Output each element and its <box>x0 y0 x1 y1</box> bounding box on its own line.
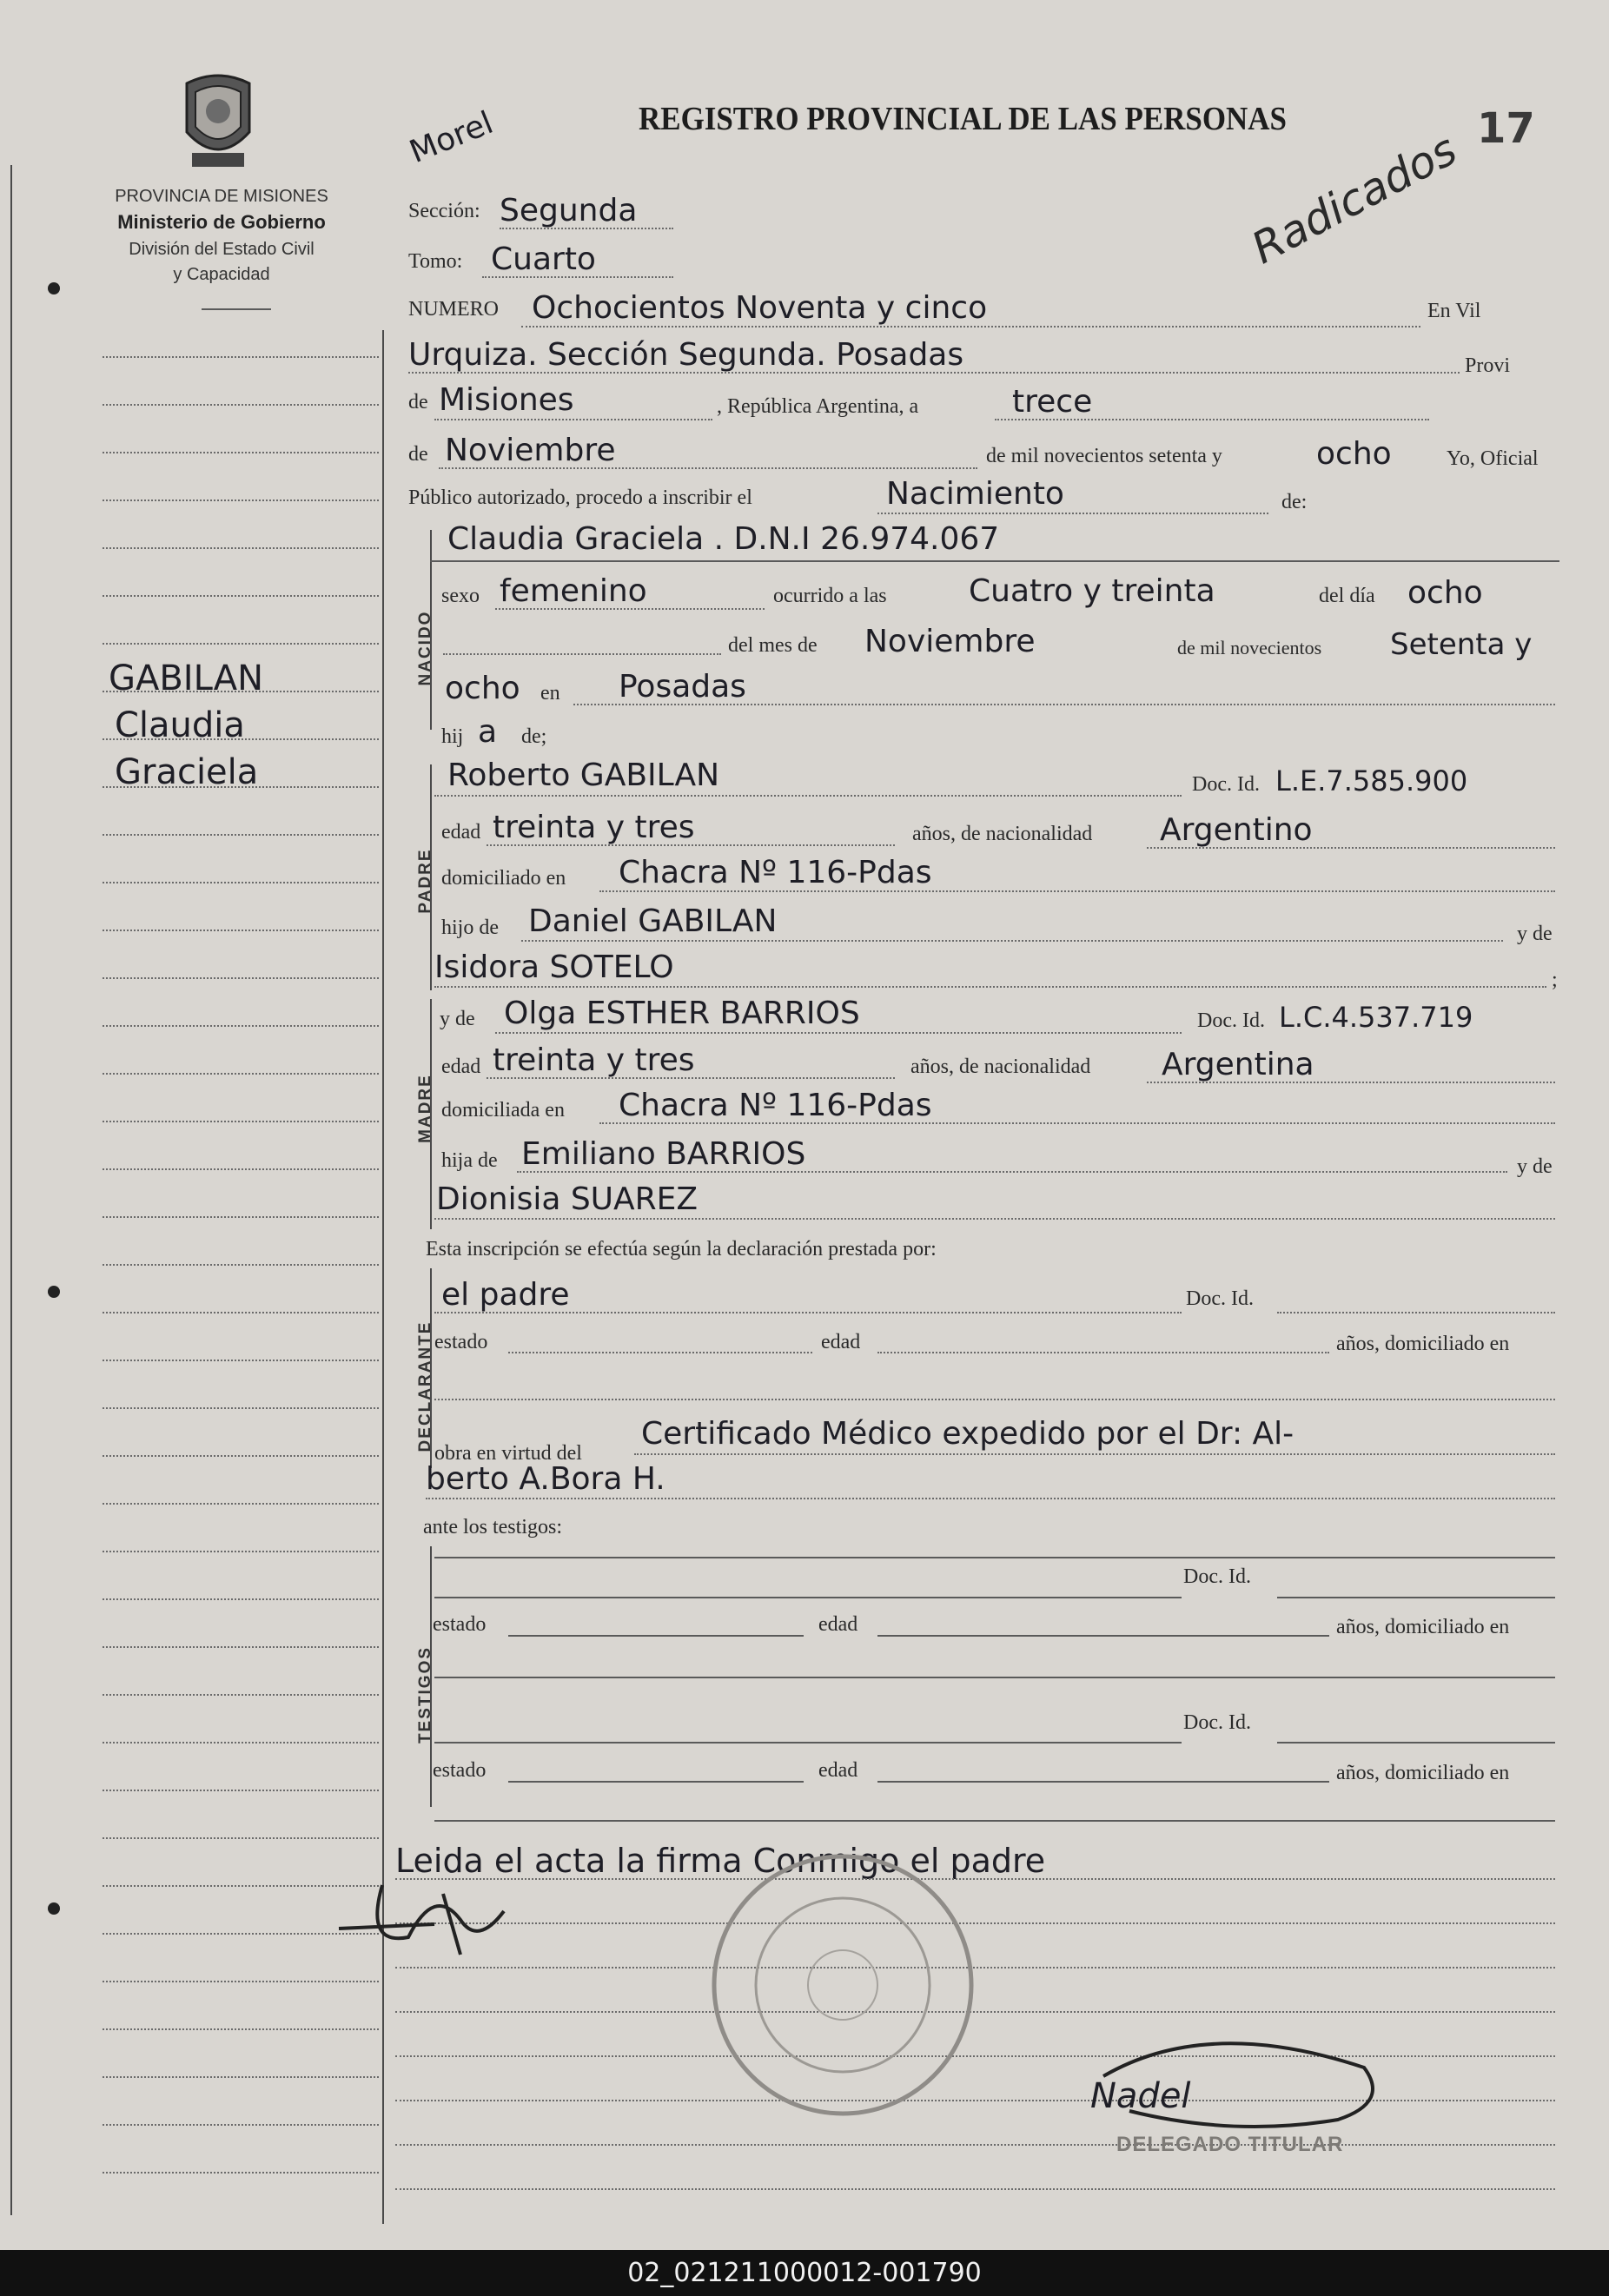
testigos-line-1 <box>434 1557 1555 1558</box>
madre-domicilio: Chacra Nº 116-Pdas <box>619 1088 932 1123</box>
mes-pre-line <box>443 653 721 655</box>
margin-dotted-line <box>103 1168 379 1170</box>
lugar-value: Posadas <box>619 669 746 705</box>
year-end: ocho <box>1316 436 1392 472</box>
testigo-2-doc-line <box>1277 1742 1555 1744</box>
margin-dotted-line <box>103 1551 379 1552</box>
testigo-1-estado-label: estado <box>433 1613 487 1636</box>
hora-value: Cuatro y treinta <box>969 573 1215 609</box>
margin-dotted-line <box>103 834 379 836</box>
madre-mother-line <box>434 1218 1555 1220</box>
left-margin-line <box>10 165 12 2215</box>
padre-nacionalidad: Argentino <box>1160 812 1313 848</box>
crest-emblem <box>178 71 258 175</box>
padre-semicolon: ; <box>1552 969 1558 991</box>
binding-hole-1 <box>48 282 60 294</box>
hij-label: hij <box>441 725 464 748</box>
margin-dotted-line <box>103 356 379 358</box>
padre-name: Roberto GABILAN <box>447 758 720 793</box>
margin-dotted-line <box>103 452 379 453</box>
margin-dotted-line <box>103 930 379 931</box>
de-label-2: de <box>408 443 428 466</box>
declarante-edad-label: edad <box>821 1331 861 1353</box>
province-line <box>434 419 712 420</box>
madre-y-de-2: y de <box>1517 1155 1553 1178</box>
seccion-label: Sección: <box>408 200 480 222</box>
place-line: Urquiza. Sección Segunda. Posadas <box>408 337 964 373</box>
margin-dotted-line <box>103 1407 379 1409</box>
day-value: trece <box>1012 384 1093 420</box>
padre-doc: L.E.7.585.900 <box>1275 764 1468 797</box>
margin-dotted-line <box>103 1360 379 1361</box>
capacity-name: y Capacidad <box>173 265 270 284</box>
padre-dom-label: domiciliado en <box>441 867 566 890</box>
declarante-doc-label: Doc. Id. <box>1186 1287 1254 1310</box>
dia-value: ocho <box>1407 575 1483 611</box>
margin-dotted-line <box>103 1694 379 1696</box>
numero-line <box>521 326 1420 328</box>
ocurrido-label: ocurrido a las <box>773 585 887 607</box>
nacido-name: Claudia Graciela . D.N.I 26.974.067 <box>447 521 1000 557</box>
declarante-who-line <box>434 1312 1182 1313</box>
declarante-intro: Esta inscripción se efectúa según la declaración prestada por: <box>426 1238 937 1260</box>
numero-label: NUMERO <box>408 298 500 321</box>
margin-dotted-line <box>103 404 379 406</box>
declarante-cert-2: berto A.Bora H. <box>426 1461 665 1497</box>
margin-dotted-line <box>103 1598 379 1600</box>
margin-dotted-line <box>103 1264 379 1266</box>
ministry-name: Ministerio de Gobierno <box>117 211 326 233</box>
image-id-footer: 02_021211000012-001790 <box>0 2250 1609 2296</box>
de-label: de <box>408 391 428 414</box>
madre-name-line <box>495 1032 1182 1034</box>
en-label-2: en <box>540 682 560 705</box>
place-dots <box>408 372 1460 374</box>
madre-father-line <box>517 1171 1507 1173</box>
month-value: Noviembre <box>445 433 616 468</box>
act-line <box>877 513 1268 514</box>
padre-nac-label: años, de nacionalidad <box>912 823 1093 845</box>
year-1: Setenta y <box>1390 627 1533 662</box>
sexo-value: femenino <box>500 573 647 609</box>
madre-edad-line <box>487 1077 895 1079</box>
margin-dotted-line <box>103 595 379 597</box>
testigo-1-doc-line <box>1277 1597 1555 1598</box>
division-name: División del Estado Civil <box>129 240 315 259</box>
testigo-1-edad-label: edad <box>818 1613 858 1636</box>
declarante-cert-line-2 <box>426 1498 1555 1499</box>
padre-doc-label: Doc. Id. <box>1192 773 1260 796</box>
sexo-line <box>495 608 765 610</box>
declarante-dom-label: años, domiciliado en <box>1336 1333 1510 1355</box>
padre-domicilio: Chacra Nº 116-Pdas <box>619 855 932 890</box>
binding-hole-2 <box>48 1286 60 1298</box>
binding-hole-3 <box>48 1902 60 1915</box>
margin-dotted-line <box>103 1742 379 1744</box>
mes-value: Noviembre <box>864 624 1036 659</box>
margin-dotted-line <box>103 1216 379 1218</box>
margin-dotted-line <box>103 643 379 645</box>
nacido-label: NACIDO <box>416 610 434 686</box>
margin-dotted-line <box>103 1837 379 1839</box>
madre-name: Olga ESTHER BARRIOS <box>504 996 860 1031</box>
declarante-cert-line-1 <box>634 1453 1555 1455</box>
margin-dotted-line <box>103 1503 379 1505</box>
margin-surname: GABILAN <box>109 658 264 698</box>
numero-value: Ochocientos Noventa y cinco <box>532 290 988 326</box>
mil-label: de mil novecientos <box>1177 637 1322 658</box>
year-text: de mil novecientos setenta y <box>986 445 1222 467</box>
stamp-text: DELEGADO TITULAR <box>1116 2133 1344 2156</box>
testigo-2-doc-label: Doc. Id. <box>1183 1711 1251 1734</box>
testigo-1-dom-label: años, domiciliado en <box>1336 1616 1510 1638</box>
margin-dotted-line <box>103 1646 379 1648</box>
officer-signature: Nadel <box>1090 2076 1191 2116</box>
margin-first-name: Claudia <box>115 705 245 745</box>
madre-mother: Dionisia SUAREZ <box>436 1181 699 1217</box>
act-type: Nacimiento <box>886 476 1064 512</box>
margin-dotted-line <box>103 977 379 979</box>
declarante-estado-line <box>508 1352 812 1353</box>
padre-name-line <box>434 795 1182 797</box>
hij-de-label: de; <box>521 725 547 748</box>
madre-hija-label: hija de <box>441 1149 498 1172</box>
seccion-value: Segunda <box>500 193 638 228</box>
padre-edad-line <box>487 844 895 846</box>
day-line <box>995 419 1429 420</box>
del-dia-label: del día <box>1319 585 1375 607</box>
header-rule <box>202 308 271 310</box>
madre-y-de: y de <box>440 1008 475 1030</box>
provi-label: Provi <box>1465 354 1511 377</box>
testigo-2-estado-label: estado <box>433 1759 487 1782</box>
top-signature: Radicados <box>1243 123 1466 275</box>
margin-dotted-line <box>103 1312 379 1313</box>
margin-second-name: Graciela <box>115 752 259 792</box>
declarante-estado-label: estado <box>434 1331 488 1353</box>
margin-note: Morel <box>404 104 499 171</box>
testigo-1-edad-line <box>877 1635 1329 1637</box>
margin-dotted-line <box>103 882 379 883</box>
padre-edad-label: edad <box>441 821 481 844</box>
registry-title: REGISTRO PROVINCIAL DE LAS PERSONAS <box>639 101 1287 137</box>
del-mes-label: del mes de <box>728 634 818 657</box>
tomo-line <box>482 276 673 278</box>
en-label: En Vil <box>1427 300 1481 322</box>
testigo-1-estado-line <box>508 1635 804 1637</box>
margin-dotted-line <box>103 1455 379 1457</box>
sexo-label: sexo <box>441 585 480 607</box>
tomo-value: Cuarto <box>491 242 596 277</box>
madre-doc: L.C.4.537.719 <box>1279 1001 1473 1034</box>
madre-dom-label: domiciliada en <box>441 1099 565 1122</box>
testigos-label: TESTIGOS <box>416 1645 434 1744</box>
lugar-line <box>573 704 1555 705</box>
closing-dotted-line <box>395 2188 1555 2190</box>
testigos-line-4 <box>434 1742 1182 1744</box>
declarante-label: DECLARANTE <box>416 1320 434 1452</box>
testigos-line-5 <box>434 1820 1555 1822</box>
margin-dotted-line <box>103 1121 379 1122</box>
madre-edad: treinta y tres <box>493 1042 695 1078</box>
declarante-edad-line <box>877 1352 1329 1353</box>
declarante-doc-line <box>1277 1312 1555 1313</box>
madre-doc-label: Doc. Id. <box>1197 1009 1265 1032</box>
padre-nac-line <box>1147 847 1555 849</box>
madre-nac-label: años, de nacionalidad <box>910 1055 1091 1078</box>
padre-edad: treinta y tres <box>493 810 695 845</box>
madre-nacionalidad: Argentina <box>1162 1047 1314 1082</box>
padre-y-de: y de <box>1517 923 1553 945</box>
declarant-signature <box>330 1868 556 1963</box>
province-name: PROVINCIA DE MISIONES <box>115 187 328 206</box>
padre-mother-line <box>434 986 1546 988</box>
padre-mother: Isidora SOTELO <box>434 949 674 985</box>
testigos-line-2 <box>434 1597 1182 1598</box>
madre-father: Emiliano BARRIOS <box>521 1136 806 1172</box>
margin-dotted-line <box>103 500 379 501</box>
official-stamp <box>708 1850 977 2120</box>
public-text: Público autorizado, procedo a inscribir el <box>408 486 752 509</box>
page-number: 17 <box>1477 104 1535 153</box>
declarante-who: el padre <box>441 1277 570 1313</box>
tomo-label: Tomo: <box>408 250 463 273</box>
testigo-2-dom-label: años, domiciliado en <box>1336 1762 1510 1784</box>
closing-text: Leida el acta la firma Conmigo el padre <box>395 1842 1046 1880</box>
margin-dotted-line <box>103 1981 379 1982</box>
testigos-line-3 <box>434 1677 1555 1678</box>
margin-dotted-line <box>103 2124 379 2126</box>
margin-dotted-line <box>103 1790 379 1791</box>
republic-text: , República Argentina, a <box>717 395 919 418</box>
padre-father-line <box>521 940 1503 942</box>
testigo-2-edad-label: edad <box>818 1759 858 1782</box>
padre-hijo-label: hijo de <box>441 916 499 939</box>
testigo-2-estado-line <box>508 1781 804 1783</box>
declarante-dom-line <box>434 1399 1555 1400</box>
declarante-obra-label: obra en virtud del <box>434 1442 582 1465</box>
declarante-cert-1: Certificado Médico expedido por el Dr: Al- <box>641 1416 1294 1452</box>
margin-dotted-line <box>103 1025 379 1027</box>
margin-dotted-line <box>103 2076 379 2078</box>
year-2: ocho <box>445 671 520 706</box>
testigos-intro: ante los testigos: <box>423 1516 562 1538</box>
hij-suffix: a <box>478 714 498 750</box>
madre-edad-label: edad <box>441 1055 481 1078</box>
margin-dotted-line <box>103 2028 379 2030</box>
testigo-2-edad-line <box>877 1781 1329 1783</box>
seccion-line <box>500 228 673 229</box>
margin-dotted-line <box>103 1073 379 1075</box>
madre-dom-line <box>599 1122 1555 1124</box>
nacido-top-line <box>430 560 1559 562</box>
de-colon: de: <box>1281 491 1308 513</box>
madre-label: MADRE <box>416 1074 434 1143</box>
officer-text: Yo, Oficial <box>1447 447 1539 470</box>
madre-nac-line <box>1147 1082 1555 1083</box>
padre-father: Daniel GABILAN <box>528 903 778 939</box>
margin-dotted-line <box>103 547 379 549</box>
margin-dotted-line <box>103 2172 379 2174</box>
province-value: Misiones <box>439 382 574 418</box>
month-line <box>439 467 977 469</box>
testigo-1-doc-label: Doc. Id. <box>1183 1565 1251 1588</box>
padre-dom-line <box>599 890 1555 892</box>
padre-label: PADRE <box>416 848 434 914</box>
